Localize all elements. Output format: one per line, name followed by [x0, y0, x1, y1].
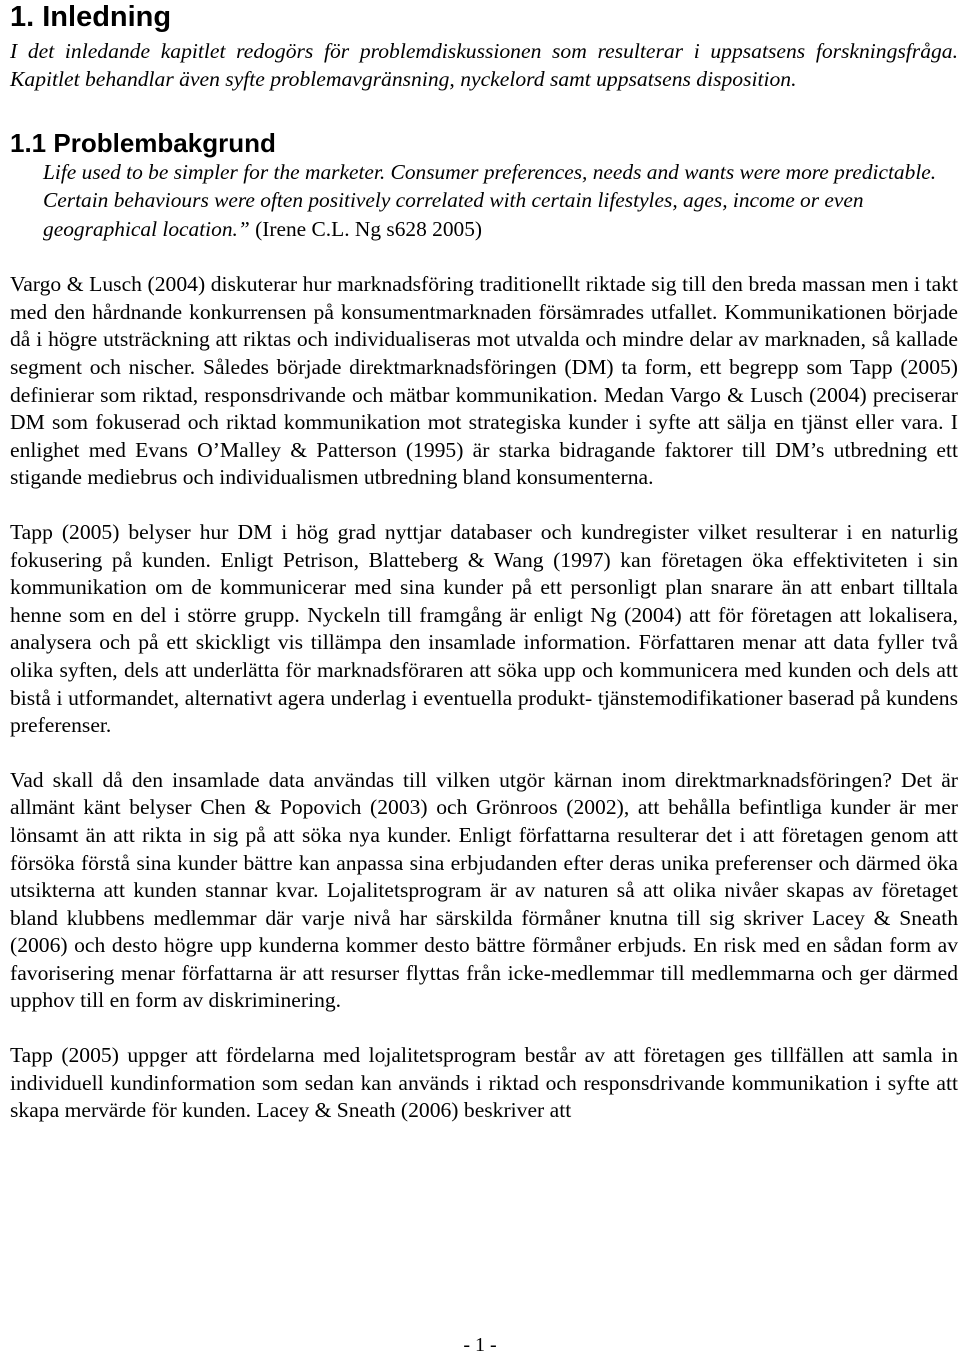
- chapter-heading: 1. Inledning: [10, 1, 172, 33]
- page-number: - 1 -: [463, 1334, 497, 1356]
- document-page: [10, 0, 958, 1125]
- section-heading: 1.1 Problembakgrund: [10, 128, 276, 158]
- body-paragraph: Tapp (2005) uppger att fördelarna med lojalitetsprogram består av att företagen ges tillfällen att samla in individuell kundinformation som sedan kan används i riktad och responsdrivande kommunikation i syfte att skapa mervärde för kunden. Lacey & Sneath (2006) beskriver att: [10, 1043, 958, 1123]
- block-quote: [43, 158, 958, 243]
- body-paragraph: Vargo & Lusch (2004) diskuterar hur marknadsföring traditionellt riktade sig till den breda massan men i takt med den hårdnande konkurrensen på konsumentmarknaden försämrades utfallet. Kommunikationen började då i högre utsträckning att riktas och individualiseras mot utvalda och mindre delar av marknaden, så kallade segment och nischer. Således började direktmarknadsföringen (DM) ta form, ett begrepp som Tapp (2005) definierar som riktad, responsdrivande och mätbar kommunikation. Medan Vargo & Lusch (2004) preciserar DM som fokuserad och riktad kommunikation mot strategiska kunder i syfte att sälja en tjänst eller vara. I enlighet med Evans O’Malley & Patterson (1995) är starka bidragande faktorer till DM’s utbredning ett stigande mediebrus och individualismen utbredning bland konsumenterna.: [10, 272, 958, 490]
- quote-text: Life used to be simpler for the marketer. Consumer preferences, needs and wants were more predictable. Certain behaviours were often positively correlated with certain lifestyles, ages, income or even geographical location.”: [43, 160, 937, 241]
- quote-citation: (Irene C.L. Ng s628 2005): [249, 216, 483, 241]
- chapter-intro: I det inledande kapitlet redogörs för problemdiskussionen som resulterar i uppsatsens forskningsfråga. Kapitlet behandlar även syfte problemavgränsning, nyckelord samt uppsatsens disposition.: [10, 39, 958, 91]
- body-paragraph: Tapp (2005) belyser hur DM i hög grad nyttjar databaser och kundregister vilket resulterar i en naturlig fokusering på kunden. Enligt Petrison, Blatteberg & Wang (1997) kan företagen öka effektiviteten i sin kommunikation om de kommunicerar med sina kunder på ett personligt plan snarare än att enbart tilltala henne som en del i större grupp. Nyckeln till framgång är enligt Ng (2004) att för företagen att lokalisera, analysera och på ett skickligt vis tillämpa den insamlade information. Författaren menar att data fyller två olika syften, dels att underlätta för marknadsföraren att söka upp och kommunicera med kunden och dels att bistå i utformandet, alternativt agera underlag i eventuella produkt- tjänstemodifikationer baserad på kundens preferenser.: [10, 519, 958, 738]
- body-paragraph: Vad skall då den insamlade data användas till vilken utgör kärnan inom direktmarknadsföringen? Det är allmänt känt belyser Chen & Popovich (2003) och Grönroos (2002), att behålla befintliga kunder är mer lönsamt än att rikta in sig på att söka nya kunder. Enligt författarna resulterar det i att företagen genom att försöka förstå sina kunder bättre kan anpassa sina erbjudanden efter deras unika preferenser och därmed öka utsikterna att kunden stannar kvar. Lojalitetsprogram är av naturen så att olika nivåer skapas av företaget bland klubbens medlemmar där varje nivå har särskilda förmåner knutna till sig skriver Lacey & Sneath (2006) och desto högre upp kunderna kommer desto bättre förmåner erbjuds. En risk med en sådan form av favorisering menar författarna är att resurser flyttas från icke-medlemmar till medlemmarna och ger därmed upphov till en form av diskriminering.: [10, 767, 958, 1013]
